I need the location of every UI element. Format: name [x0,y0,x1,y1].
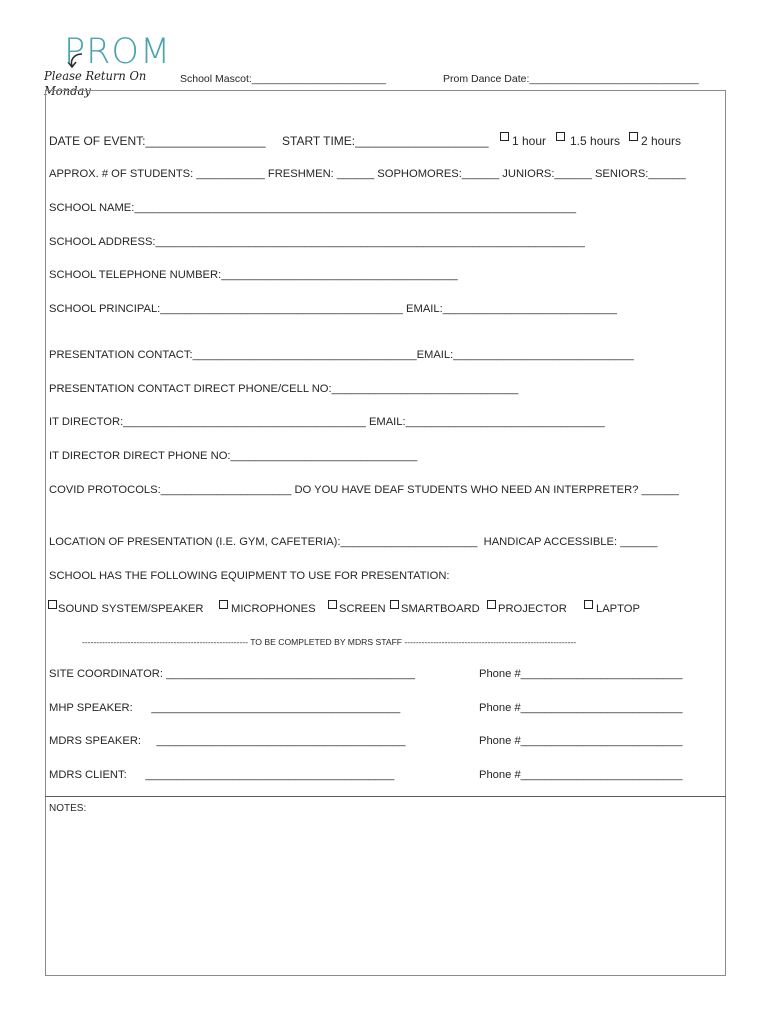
prom-logo [42,30,174,98]
start-time-field[interactable]: START TIME:____________________ [282,134,489,148]
checkbox-projector[interactable] [487,600,496,609]
school-address-field[interactable]: SCHOOL ADDRESS:_____________________________________________________________________ [49,236,585,248]
equipment-laptop-label: LAPTOP [596,603,640,615]
notes-label: NOTES: [49,803,87,814]
equipment-smartboard-label: SMARTBOARD [401,603,480,615]
school-phone-field[interactable]: SCHOOL TELEPHONE NUMBER:______________________________________ [49,269,458,281]
mdrs-client-field[interactable]: MDRS CLIENT: ________________________________________ [49,769,395,781]
school-principal-field[interactable]: SCHOOL PRINCIPAL:_______________________________________ EMAIL:____________________________ [49,303,617,315]
checkbox-1-hour[interactable] [500,132,509,141]
covid-field[interactable]: COVID PROTOCOLS:_____________________ DO YOU HAVE DEAF STUDENTS WHO NEED AN INTERPRETER? ______ [49,484,679,496]
mhp-speaker-field[interactable]: MHP SPEAKER: ________________________________________ [49,702,401,714]
option-2-hours-label: 2 hours [641,134,682,148]
logo-tagline: Please Return On Monday [44,68,147,98]
checkbox-2-hours[interactable] [629,132,638,141]
site-coordinator-field[interactable]: SITE COORDINATOR: ________________________________________ [49,668,415,680]
equipment-projector-label: PROJECTOR [498,603,567,615]
prom-date-field[interactable]: Prom Dance Date:_____________________________ [443,73,699,85]
presentation-contact-field[interactable]: PRESENTATION CONTACT:____________________________________EMAIL:_____________________________ [49,349,634,361]
mdrs-speaker-phone-field[interactable]: Phone #__________________________ [479,735,683,747]
mhp-speaker-phone-field[interactable]: Phone #__________________________ [479,702,683,714]
equipment-microphones-label: MICROPHONES [231,603,316,615]
date-of-event-field[interactable]: DATE OF EVENT:__________________ [49,134,266,148]
checkbox-1-5-hours[interactable] [556,132,565,141]
checkbox-microphones[interactable] [219,600,228,609]
checkbox-sound-system[interactable] [48,600,57,609]
it-phone-field[interactable]: IT DIRECTOR DIRECT PHONE NO:______________________________ [49,450,418,462]
checkbox-smartboard[interactable] [390,600,399,609]
contact-phone-field[interactable]: PRESENTATION CONTACT DIRECT PHONE/CELL NO:______________________________ [49,383,519,395]
equipment-heading: SCHOOL HAS THE FOLLOWING EQUIPMENT TO USE FOR PRESENTATION: [49,570,450,582]
student-counts-field[interactable]: APPROX. # OF STUDENTS: ___________ FRESHMEN: ______ SOPHOMORES:______ JUNIORS:______ SENIORS:______ [49,168,686,180]
mdrs-speaker-field[interactable]: MDRS SPEAKER: ________________________________________ [49,735,406,747]
option-1-5-hours-label: 1.5 hours [570,134,621,148]
equipment-screen-label: SCREEN [339,603,386,615]
school-mascot-field[interactable]: School Mascot:_______________________ [180,73,387,85]
checkbox-screen[interactable] [328,600,337,609]
equipment-sound-system-label: SOUND SYSTEM/SPEAKER [58,603,204,615]
staff-divider: ---------------------------------------------------------- TO BE COMPLETED BY MDRS STAFF ------------------------------------------------------------ [82,637,577,647]
notes-area[interactable] [46,818,725,974]
school-name-field[interactable]: SCHOOL NAME:_______________________________________________________________________ [49,202,577,214]
it-director-field[interactable]: IT DIRECTOR:_______________________________________ EMAIL:________________________________ [49,416,605,428]
site-coordinator-phone-field[interactable]: Phone #__________________________ [479,668,683,680]
logo-word: PROM [64,32,172,72]
notes-divider [45,796,726,797]
mdrs-client-phone-field[interactable]: Phone #__________________________ [479,769,683,781]
option-1-hour-label: 1 hour [512,134,547,148]
checkbox-laptop[interactable] [584,600,593,609]
location-field[interactable]: LOCATION OF PRESENTATION (I.E. GYM, CAFETERIA):______________________ HANDICAP ACCESSIBLE: ______ [49,536,658,548]
